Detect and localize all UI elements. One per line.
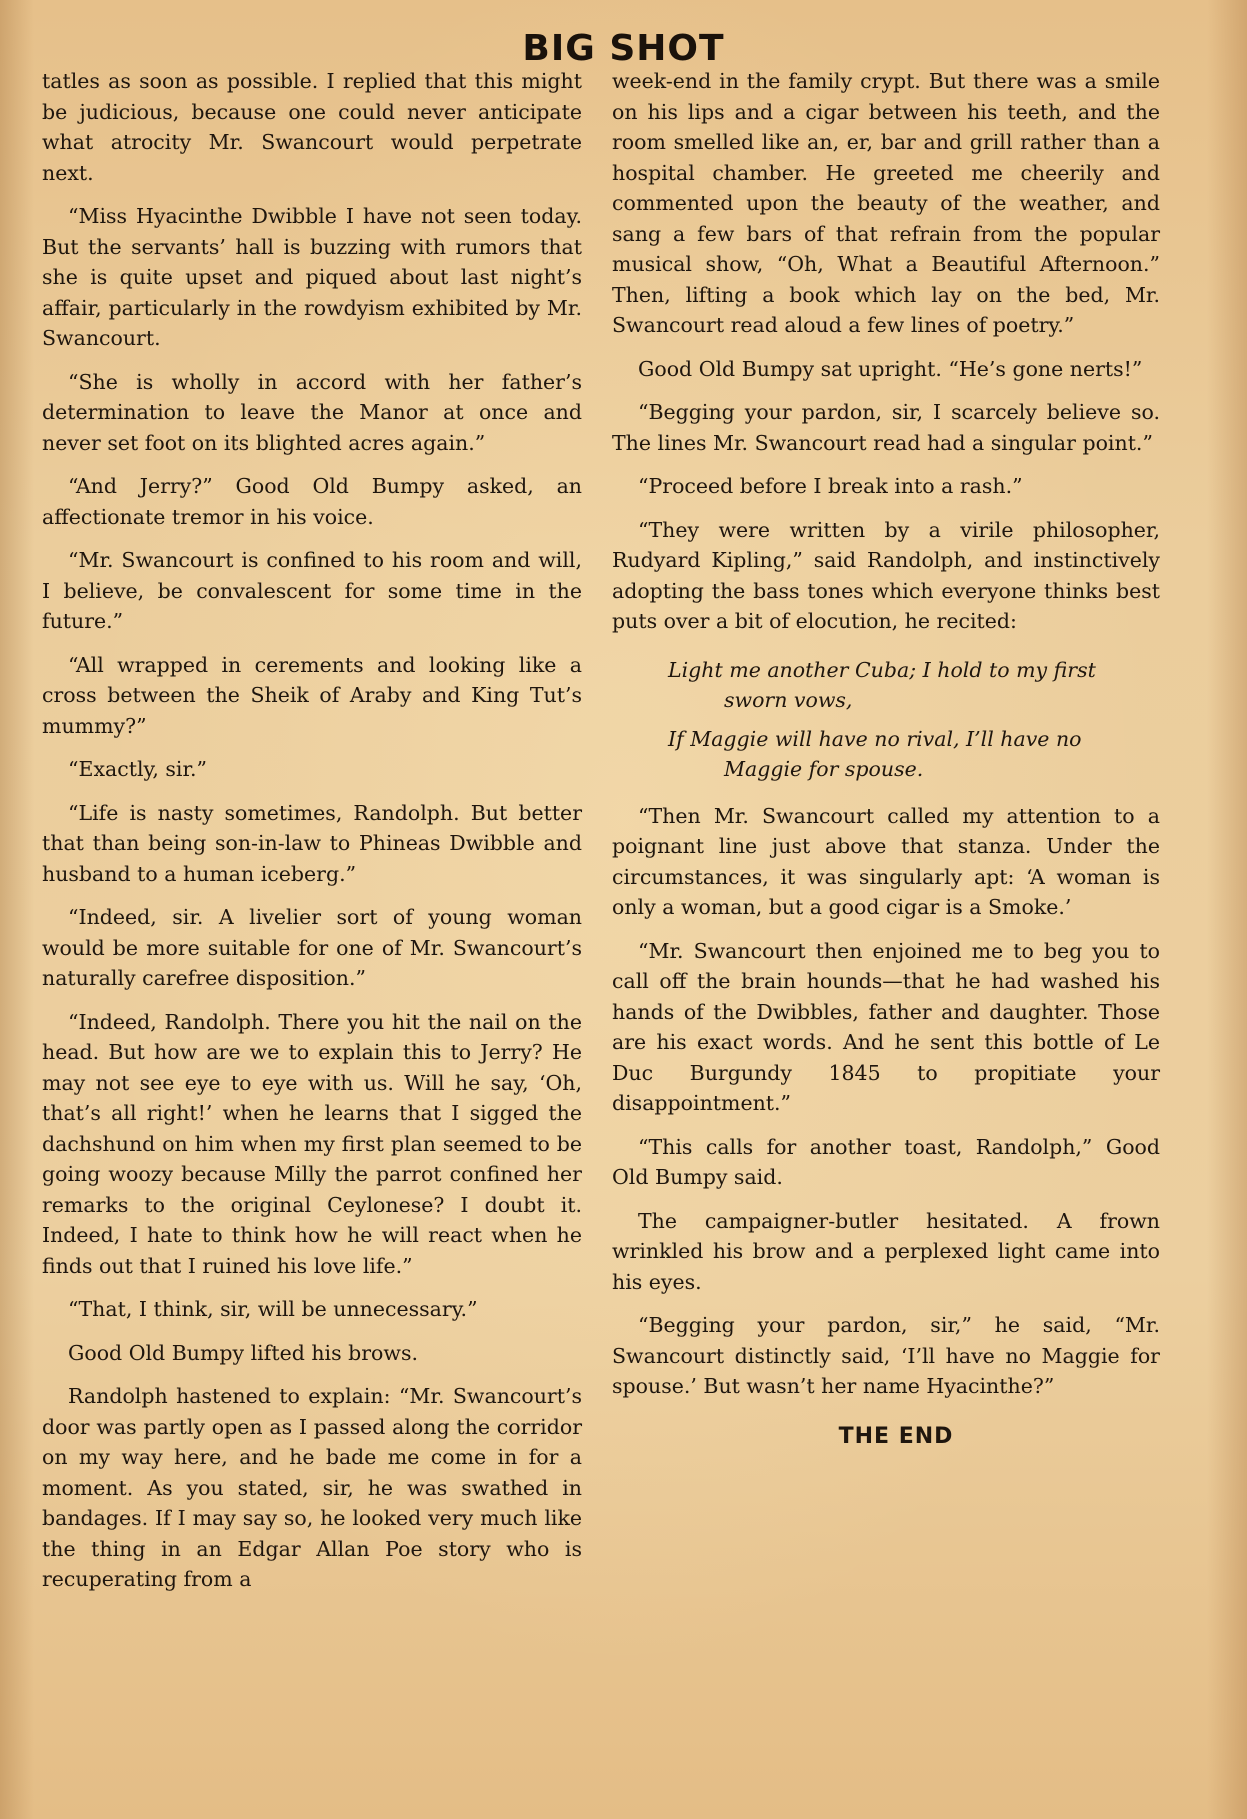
verse-line-continuation: Maggie for spouse. xyxy=(724,757,924,781)
paragraph: tatles as soon as possible. I replied that this might be judicious, because one could never anticipate what atrocity Mr. Swancourt would perpetrate next. xyxy=(42,69,582,185)
verse-line-continuation: sworn vows, xyxy=(724,688,853,712)
paragraph: The campaigner-butler hesitated. A frown wrinkled his brow and a perplexed light came into his eyes. xyxy=(612,1208,1160,1294)
paragraph: “Life is nasty sometimes, Randolph. But better that than being son-in-law to Phineas Dwibble and husband to a human iceberg.” xyxy=(42,800,582,886)
paragraph: “Indeed, sir. A livelier sort of young woman would be more suitable for one of Mr. Swancourt’s naturally carefree disposition.” xyxy=(42,905,582,990)
page-edge-shadow-right xyxy=(1207,0,1247,1819)
paragraph: week-end in the family crypt. But there was a smile on his lips and a cigar between his teeth, and the room smelled like an, er, bar and grill rather than a hospital chamber. He greeted me cheerily and commented upon the beauty of the weather, and sang a few bars of that refrain from the popular musical show, “Oh, What a Beautiful Afternoon.” Then, lifting a book which lay on the bed, Mr. Swancourt read aloud a few lines of poetry.” xyxy=(612,69,1160,337)
paragraph: “Exactly, sir.” xyxy=(68,757,208,781)
poem-stanza xyxy=(612,655,1160,785)
page-edge-shadow-left xyxy=(0,0,34,1819)
left-text-column xyxy=(42,66,582,1608)
paragraph: Randolph hastened to explain: “Mr. Swancourt’s door was partly open as I passed along the corridor on my way here, and he bade me come in for a moment. As you stated, sir, he was swathed in bandages. If I may say so, he looked very much like the thing in an Edgar Allan Poe story who is recuperating from a xyxy=(42,1384,582,1591)
paragraph: “They were written by a virile philosopher, Rudyard Kipling,” said Randolph, and instinctively adopting the bass tones which everyone thinks best puts over a bit of elocution, he recited: xyxy=(612,517,1160,633)
right-text-column xyxy=(612,66,1160,1452)
paragraph: Good Old Bumpy sat upright. “He’s gone nerts!” xyxy=(638,356,1143,381)
paragraph: “And Jerry?” Good Old Bumpy asked, an affectionate tremor in his voice. xyxy=(42,474,582,529)
paragraph: “Miss Hyacinthe Dwibble I have not seen today. But the servants’ hall is buzzing with rumors that she is quite upset and piqued about last night’s affair, particularly in the rowdyism exhibited by Mr. Swancourt. xyxy=(42,204,582,350)
the-end-mark: THE END xyxy=(838,1423,954,1449)
paragraph: “Proceed before I break into a rash.” xyxy=(638,474,1023,498)
page-masthead: BIG SHOT xyxy=(522,28,725,69)
paragraph: “Mr. Swancourt then enjoined me to beg you to call off the brain hounds—that he had washed his hands of the Dwibbles, father and daughter. Those are his exact words. And he sent this bottle of Le Duc Burgundy 1845 to propitiate your disappointment.” xyxy=(612,938,1160,1115)
paragraph: “She is wholly in accord with her father’s determination to leave the Manor at once and never set foot on its blighted acres again.” xyxy=(42,369,582,455)
paragraph: “All wrapped in cerements and looking like a cross between the Sheik of Araby and King Tut’s mummy?” xyxy=(42,652,582,738)
paragraph: “This calls for another toast, Randolph,” Good Old Bumpy said. xyxy=(612,1134,1160,1189)
paragraph: “Then Mr. Swancourt called my attention to a poignant line just above that stanza. Under the circumstances, it was singularly apt: ‘A woman is only a woman, but a good cigar is a Smoke.’ xyxy=(612,803,1160,919)
paragraph: Good Old Bumpy lifted his brows. xyxy=(68,1340,418,1365)
paragraph: “Mr. Swancourt is confined to his room and will, I believe, be convalescent for some time in the future.” xyxy=(42,548,582,633)
verse-line: Light me another Cuba; I hold to my first xyxy=(668,657,1096,682)
paragraph: “That, I think, sir, will be unnecessary.” xyxy=(68,1297,478,1321)
paragraph: “Begging your pardon, sir,” he said, “Mr. Swancourt distinctly said, ‘I’ll have no Maggie for spouse.’ But wasn’t her name Hyacinthe?” xyxy=(612,1313,1160,1398)
paragraph: “Begging your pardon, sir, I scarcely believe so. The lines Mr. Swancourt read had a singular point.” xyxy=(612,400,1160,455)
paragraph: “Indeed, Randolph. There you hit the nail on the head. But how are we to explain this to Jerry? He may not see eye to eye with us. Will he say, ‘Oh, that’s all right!’ when he learns that I sigged the dachshund on him when my first plan seemed to be going woozy because Milly the parrot confined her remarks to the original Ceylonese? I doubt it. Indeed, I hate to think how he will react when he finds out that I ruined his love life.” xyxy=(42,1009,582,1278)
verse-line: If Maggie will have no rival, I’ll have no xyxy=(668,726,1082,751)
